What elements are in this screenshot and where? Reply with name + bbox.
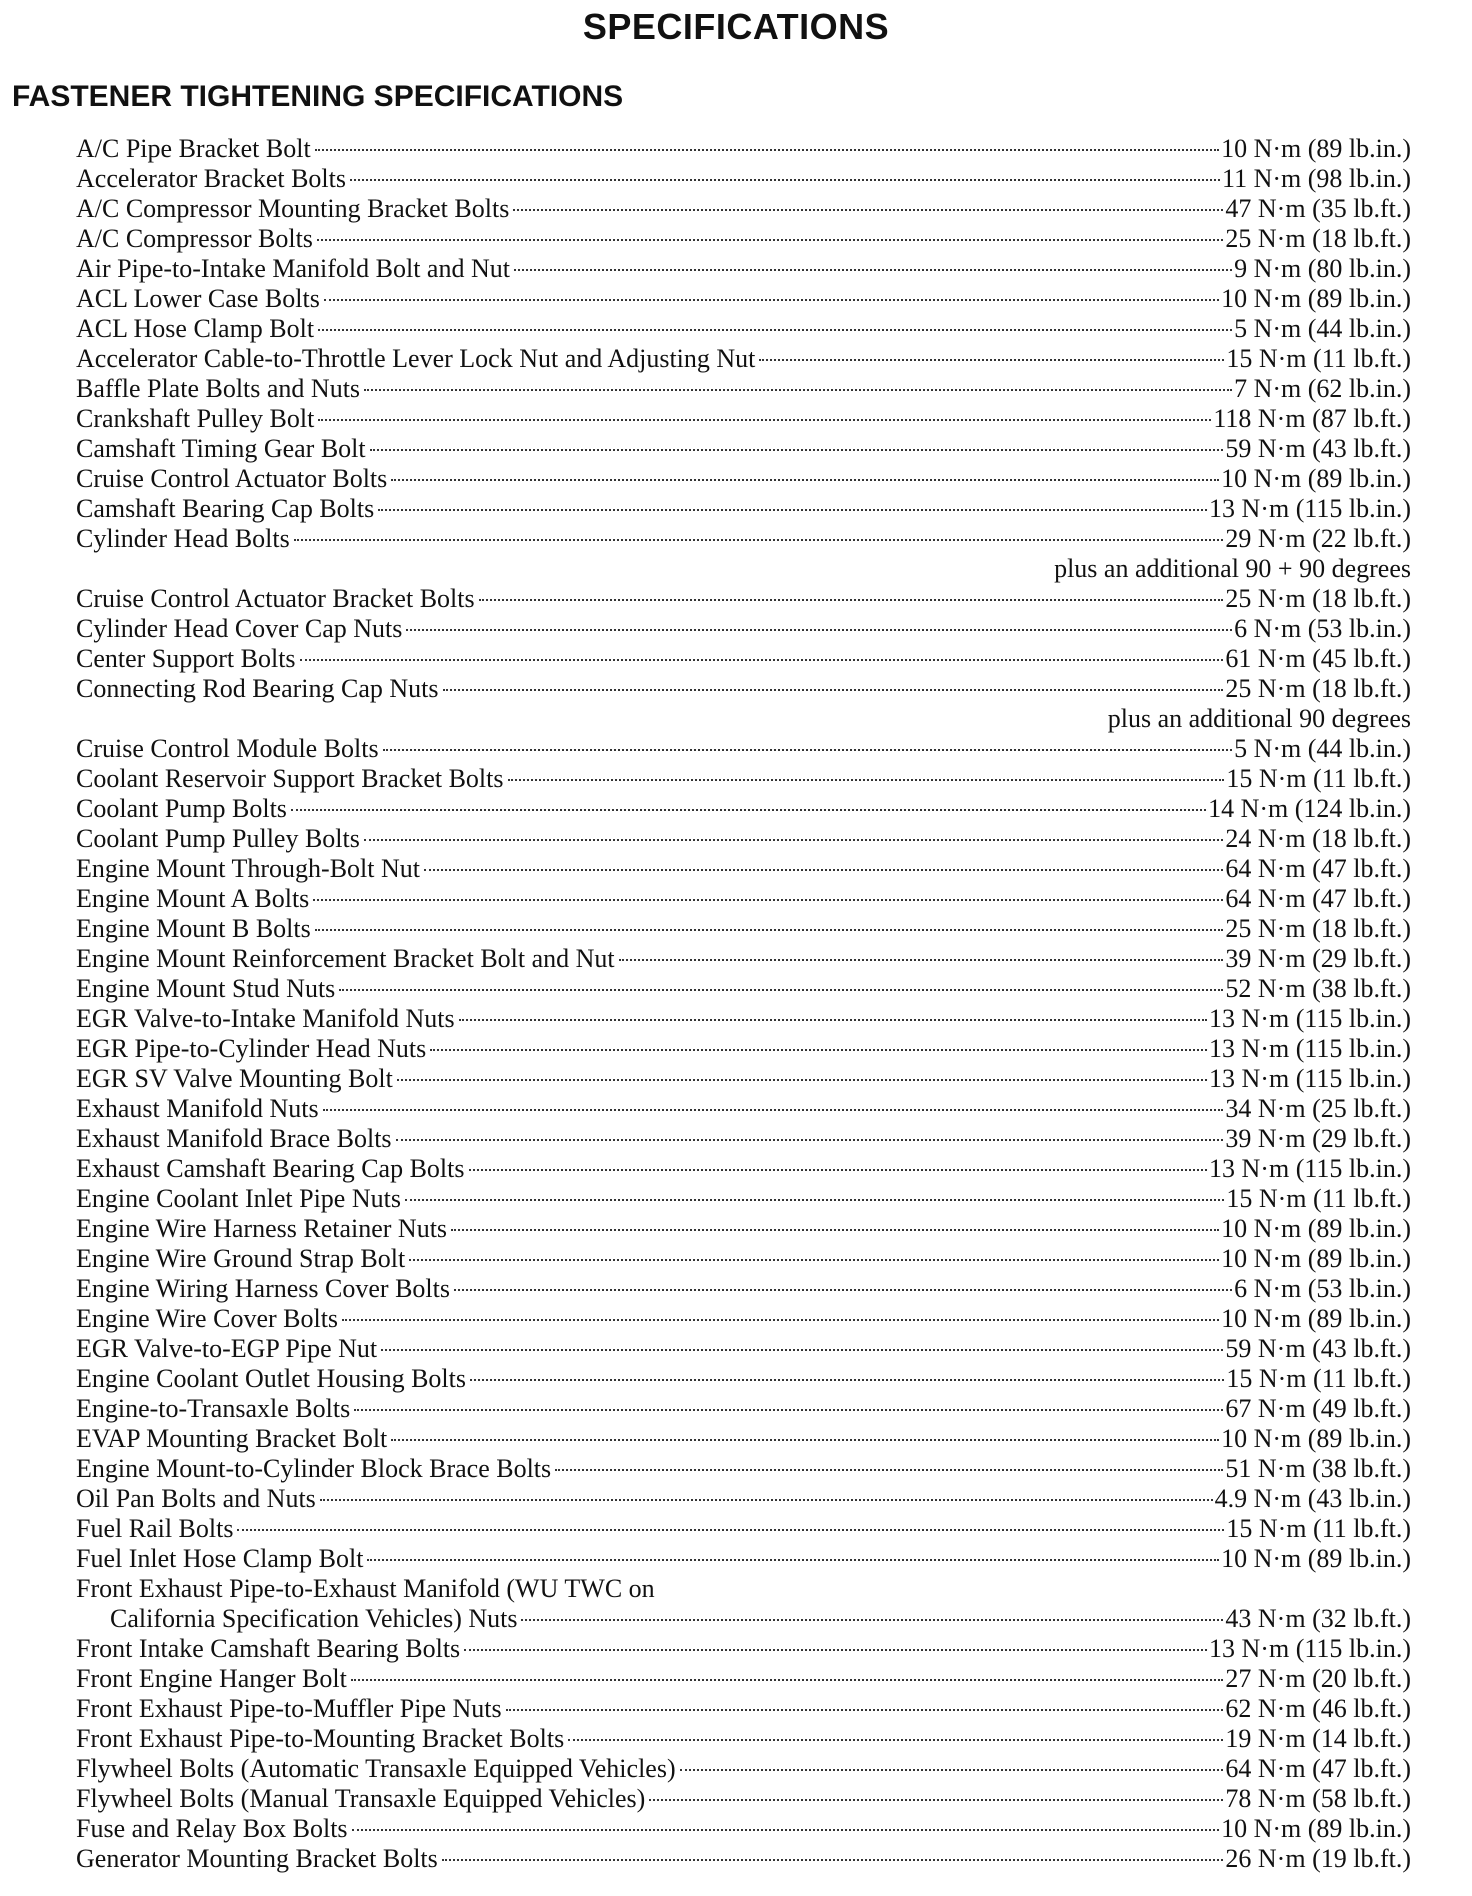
spec-name: Fuel Inlet Hose Clamp Bolt [76, 1544, 364, 1573]
dot-leader [391, 478, 1219, 481]
spec-value: 10 N·m (89 lb.in.) [1221, 134, 1411, 163]
spec-name: Front Exhaust Pipe-to-Mounting Bracket Bolts [76, 1724, 565, 1753]
spec-row [76, 164, 1411, 194]
spec-name: Generator Mounting Bracket Bolts [76, 1844, 438, 1873]
spec-value: 5 N·m (44 lb.in.) [1234, 314, 1411, 343]
spec-name: Front Exhaust Pipe-to-Exhaust Manifold (WU TWC on [76, 1574, 655, 1603]
spec-name: Camshaft Timing Gear Bolt [76, 434, 366, 463]
spec-name: Flywheel Bolts (Automatic Transaxle Equipped Vehicles) [76, 1754, 676, 1783]
dot-leader [424, 868, 1223, 871]
spec-name: California Specification Vehicles) Nuts [110, 1604, 518, 1633]
spec-row [76, 1844, 1411, 1874]
dot-leader [364, 838, 1224, 841]
spec-name: Coolant Reservoir Support Bracket Bolts [76, 764, 504, 793]
dot-leader [381, 1348, 1223, 1351]
spec-row [76, 1394, 1411, 1424]
spec-value: 7 N·m (62 lb.in.) [1234, 374, 1411, 403]
dot-leader [409, 1258, 1219, 1261]
dot-leader [350, 178, 1220, 181]
spec-name: A/C Compressor Mounting Bracket Bolts [76, 194, 510, 223]
spec-row [76, 1184, 1411, 1214]
spec-value: 9 N·m (80 lb.in.) [1234, 254, 1411, 283]
spec-name: EGR Pipe-to-Cylinder Head Nuts [76, 1034, 427, 1063]
spec-row [76, 1304, 1411, 1334]
spec-row [76, 644, 1411, 674]
spec-value: 15 N·m (11 lb.ft.) [1226, 1184, 1411, 1213]
spec-row [76, 1004, 1411, 1034]
spec-value: 10 N·m (89 lb.in.) [1221, 1814, 1411, 1843]
dot-leader [364, 388, 1232, 391]
spec-name: Exhaust Manifold Brace Bolts [76, 1124, 392, 1153]
spec-value: 118 N·m (87 lb.ft.) [1213, 404, 1411, 433]
spec-row [76, 1694, 1411, 1724]
spec-name: Cylinder Head Bolts [76, 524, 290, 553]
spec-name: Baffle Plate Bolts and Nuts [76, 374, 361, 403]
dot-leader [367, 1558, 1219, 1561]
spec-row [76, 434, 1411, 464]
spec-row [76, 404, 1411, 434]
spec-value: 13 N·m (115 lb.in.) [1209, 1004, 1411, 1033]
spec-note [76, 704, 1411, 734]
spec-value: 24 N·m (18 lb.ft.) [1225, 824, 1411, 853]
spec-row [76, 1664, 1411, 1694]
spec-value: 62 N·m (46 lb.ft.) [1225, 1694, 1411, 1723]
dot-leader [442, 1858, 1224, 1861]
spec-value: 47 N·m (35 lb.ft.) [1225, 194, 1411, 223]
spec-value: 64 N·m (47 lb.ft.) [1225, 884, 1411, 913]
spec-row [76, 1604, 1411, 1634]
spec-row [76, 1454, 1411, 1484]
spec-row [76, 1724, 1411, 1754]
spec-row [76, 974, 1411, 1004]
spec-name: Engine Mount Reinforcement Bracket Bolt and Nut [76, 944, 615, 973]
dot-leader [406, 628, 1232, 631]
spec-row [76, 1364, 1411, 1394]
spec-row [76, 374, 1411, 404]
spec-value: 13 N·m (115 lb.in.) [1209, 1034, 1411, 1063]
spec-value: 64 N·m (47 lb.ft.) [1225, 1754, 1411, 1783]
spec-name: EGR Valve-to-Intake Manifold Nuts [76, 1004, 455, 1033]
spec-row [76, 1814, 1411, 1844]
spec-row [76, 1424, 1411, 1454]
spec-note [76, 554, 1411, 584]
spec-value: 39 N·m (29 lb.ft.) [1225, 944, 1411, 973]
spec-name: Front Engine Hanger Bolt [76, 1664, 347, 1693]
spec-name: Engine Coolant Outlet Housing Bolts [76, 1364, 466, 1393]
spec-row-continued [76, 1574, 1411, 1604]
dot-leader [396, 1138, 1224, 1141]
dot-leader [352, 1828, 1220, 1831]
spec-value: 13 N·m (115 lb.in.) [1209, 1154, 1411, 1183]
spec-value: 10 N·m (89 lb.in.) [1221, 464, 1411, 493]
spec-name: Fuse and Relay Box Bolts [76, 1814, 348, 1843]
spec-value: 10 N·m (89 lb.in.) [1221, 1424, 1411, 1453]
dot-leader [479, 598, 1224, 601]
spec-row [76, 1634, 1411, 1664]
spec-name: Engine Mount Stud Nuts [76, 974, 336, 1003]
dot-leader [318, 328, 1232, 331]
spec-row [76, 884, 1411, 914]
spec-value: 6 N·m (53 lb.in.) [1234, 1274, 1411, 1303]
spec-value: 6 N·m (53 lb.in.) [1234, 614, 1411, 643]
spec-name: Cruise Control Module Bolts [76, 734, 379, 763]
spec-value: 19 N·m (14 lb.ft.) [1225, 1724, 1411, 1753]
dot-leader [342, 1318, 1219, 1321]
spec-name: A/C Compressor Bolts [76, 224, 313, 253]
spec-name: Connecting Rod Bearing Cap Nuts [76, 674, 439, 703]
dot-leader [521, 1618, 1223, 1621]
spec-row [76, 914, 1411, 944]
spec-value: 25 N·m (18 lb.ft.) [1225, 674, 1411, 703]
spec-name: Cruise Control Actuator Bolts [76, 464, 388, 493]
spec-value: 11 N·m (98 lb.in.) [1222, 164, 1411, 193]
spec-name: Accelerator Cable-to-Throttle Lever Lock Nut and Adjusting Nut [76, 344, 756, 373]
spec-row [76, 1754, 1411, 1784]
dot-leader [568, 1738, 1223, 1741]
spec-name: Cruise Control Actuator Bracket Bolts [76, 584, 475, 613]
spec-name: Center Support Bolts [76, 644, 296, 673]
spec-name: Coolant Pump Pulley Bolts [76, 824, 360, 853]
dot-leader [354, 1408, 1223, 1411]
dot-leader [451, 1228, 1219, 1231]
spec-name: Engine Mount Through-Bolt Nut [76, 854, 421, 883]
spec-name: Engine Mount B Bolts [76, 914, 311, 943]
dot-leader [459, 1018, 1207, 1021]
spec-value: 15 N·m (11 lb.ft.) [1226, 1364, 1411, 1393]
spec-name: A/C Pipe Bracket Bolt [76, 134, 311, 163]
spec-value: 14 N·m (124 lb.in.) [1208, 794, 1411, 823]
spec-name: Fuel Rail Bolts [76, 1514, 234, 1543]
spec-name: Engine Wiring Harness Cover Bolts [76, 1274, 450, 1303]
spec-name: EVAP Mounting Bracket Bolt [76, 1424, 388, 1453]
spec-value: 5 N·m (44 lb.in.) [1234, 734, 1411, 763]
dot-leader [383, 748, 1232, 751]
dot-leader [323, 1108, 1224, 1111]
spec-name: Front Exhaust Pipe-to-Muffler Pipe Nuts [76, 1694, 502, 1723]
dot-leader [294, 538, 1224, 541]
spec-value: 34 N·m (25 lb.ft.) [1225, 1094, 1411, 1123]
spec-row [76, 1064, 1411, 1094]
spec-note-text: plus an additional 90 + 90 degrees [1054, 554, 1411, 583]
spec-value: 27 N·m (20 lb.ft.) [1225, 1664, 1411, 1693]
dot-leader [508, 778, 1225, 781]
spec-row [76, 1544, 1411, 1574]
dot-leader [397, 1078, 1207, 1081]
spec-name: Flywheel Bolts (Manual Transaxle Equipped Vehicles) [76, 1784, 646, 1813]
spec-name: Coolant Pump Bolts [76, 794, 287, 823]
dot-leader [464, 1648, 1207, 1651]
spec-row [76, 794, 1411, 824]
dot-leader [759, 358, 1224, 361]
spec-value: 59 N·m (43 lb.ft.) [1225, 434, 1411, 463]
dot-leader [619, 958, 1224, 961]
spec-row [76, 1244, 1411, 1274]
spec-value: 29 N·m (22 lb.ft.) [1225, 524, 1411, 553]
spec-name: Engine Mount A Bolts [76, 884, 310, 913]
spec-row [76, 734, 1411, 764]
dot-leader [443, 688, 1224, 691]
spec-value: 10 N·m (89 lb.in.) [1221, 1244, 1411, 1273]
spec-row [76, 284, 1411, 314]
dot-leader [339, 988, 1223, 991]
spec-name: Oil Pan Bolts and Nuts [76, 1484, 316, 1513]
spec-row [76, 314, 1411, 344]
spec-value: 61 N·m (45 lb.ft.) [1225, 644, 1411, 673]
spec-row [76, 464, 1411, 494]
spec-value: 10 N·m (89 lb.in.) [1221, 284, 1411, 313]
spec-name: Engine Wire Cover Bolts [76, 1304, 339, 1333]
spec-row [76, 224, 1411, 254]
spec-name: Engine Mount-to-Cylinder Block Brace Bolts [76, 1454, 552, 1483]
spec-row [76, 254, 1411, 284]
dot-leader [237, 1528, 1224, 1531]
spec-name: Front Intake Camshaft Bearing Bolts [76, 1634, 461, 1663]
spec-name: Engine Wire Ground Strap Bolt [76, 1244, 406, 1273]
dot-leader [313, 898, 1223, 901]
spec-row [76, 1514, 1411, 1544]
spec-row [76, 1784, 1411, 1814]
spec-name: Air Pipe-to-Intake Manifold Bolt and Nut [76, 254, 510, 283]
spec-row [76, 1214, 1411, 1244]
spec-value: 67 N·m (49 lb.ft.) [1225, 1394, 1411, 1423]
spec-value: 25 N·m (18 lb.ft.) [1225, 224, 1411, 253]
spec-value: 10 N·m (89 lb.in.) [1221, 1304, 1411, 1333]
spec-row [76, 194, 1411, 224]
spec-row [76, 1094, 1411, 1124]
spec-name: Exhaust Manifold Nuts [76, 1094, 319, 1123]
dot-leader [430, 1048, 1207, 1051]
spec-name: Cylinder Head Cover Cap Nuts [76, 614, 403, 643]
spec-name: EGR Valve-to-EGP Pipe Nut [76, 1334, 378, 1363]
spec-name: Engine Wire Harness Retainer Nuts [76, 1214, 448, 1243]
spec-row [76, 1334, 1411, 1364]
spec-row [76, 1154, 1411, 1184]
spec-value: 15 N·m (11 lb.ft.) [1226, 344, 1411, 373]
dot-leader [378, 508, 1207, 511]
dot-leader [315, 928, 1224, 931]
spec-row [76, 134, 1411, 164]
spec-row [76, 614, 1411, 644]
dot-leader [370, 448, 1224, 451]
dot-leader [291, 808, 1206, 811]
dot-leader [555, 1468, 1223, 1471]
spec-row [76, 494, 1411, 524]
spec-value: 4.9 N·m (43 lb.in.) [1214, 1484, 1411, 1513]
spec-value: 64 N·m (47 lb.ft.) [1225, 854, 1411, 883]
dot-leader [324, 298, 1219, 301]
spec-row [76, 1274, 1411, 1304]
spec-value: 10 N·m (89 lb.in.) [1221, 1214, 1411, 1243]
spec-row [76, 854, 1411, 884]
dot-leader [649, 1798, 1223, 1801]
spec-value: 15 N·m (11 lb.ft.) [1226, 764, 1411, 793]
dot-leader [320, 1498, 1213, 1501]
dot-leader [514, 268, 1232, 271]
dot-leader [454, 1288, 1232, 1291]
spec-name: Crankshaft Pulley Bolt [76, 404, 315, 433]
dot-leader [470, 1378, 1224, 1381]
spec-value: 26 N·m (19 lb.ft.) [1225, 1844, 1411, 1873]
spec-row [76, 824, 1411, 854]
spec-row [76, 524, 1411, 554]
spec-value: 15 N·m (11 lb.ft.) [1226, 1514, 1411, 1543]
dot-leader [300, 658, 1224, 661]
spec-row [76, 344, 1411, 374]
spec-name: ACL Hose Clamp Bolt [76, 314, 315, 343]
spec-name: Engine Coolant Inlet Pipe Nuts [76, 1184, 401, 1213]
section-title: FASTENER TIGHTENING SPECIFICATIONS [12, 80, 624, 113]
spec-name: Accelerator Bracket Bolts [76, 164, 346, 193]
spec-row [76, 1484, 1411, 1514]
spec-row [76, 944, 1411, 974]
dot-leader [351, 1678, 1224, 1681]
spec-value: 13 N·m (115 lb.in.) [1209, 1064, 1411, 1093]
spec-row [76, 584, 1411, 614]
dot-leader [469, 1168, 1208, 1171]
spec-value: 59 N·m (43 lb.ft.) [1225, 1334, 1411, 1363]
page-title: SPECIFICATIONS [582, 6, 890, 47]
spec-value: 51 N·m (38 lb.ft.) [1225, 1454, 1411, 1483]
spec-row [76, 764, 1411, 794]
spec-value: 25 N·m (18 lb.ft.) [1225, 914, 1411, 943]
spec-value: 52 N·m (38 lb.ft.) [1225, 974, 1411, 1003]
spec-value: 25 N·m (18 lb.ft.) [1225, 584, 1411, 613]
spec-value: 10 N·m (89 lb.in.) [1221, 1544, 1411, 1573]
spec-row [76, 1124, 1411, 1154]
spec-value: 13 N·m (115 lb.in.) [1209, 1634, 1411, 1663]
spec-row [76, 674, 1411, 704]
spec-name: ACL Lower Case Bolts [76, 284, 320, 313]
dot-leader [318, 418, 1211, 421]
spec-row [76, 1034, 1411, 1064]
spec-name: Camshaft Bearing Cap Bolts [76, 494, 375, 523]
dot-leader [506, 1708, 1224, 1711]
dot-leader [317, 238, 1223, 241]
dot-leader [391, 1438, 1219, 1441]
spec-name: EGR SV Valve Mounting Bolt [76, 1064, 393, 1093]
spec-value: 39 N·m (29 lb.ft.) [1225, 1124, 1411, 1153]
spec-note-text: plus an additional 90 degrees [1107, 704, 1411, 733]
spec-name: Exhaust Camshaft Bearing Cap Bolts [76, 1154, 465, 1183]
spec-name: Engine-to-Transaxle Bolts [76, 1394, 351, 1423]
spec-value: 13 N·m (115 lb.in.) [1209, 494, 1411, 523]
spec-value: 43 N·m (32 lb.ft.) [1225, 1604, 1411, 1633]
dot-leader [680, 1768, 1224, 1771]
dot-leader [315, 148, 1219, 151]
spec-list [76, 134, 1411, 1874]
spec-value: 78 N·m (58 lb.ft.) [1225, 1784, 1411, 1813]
dot-leader [513, 208, 1223, 211]
dot-leader [405, 1198, 1224, 1201]
